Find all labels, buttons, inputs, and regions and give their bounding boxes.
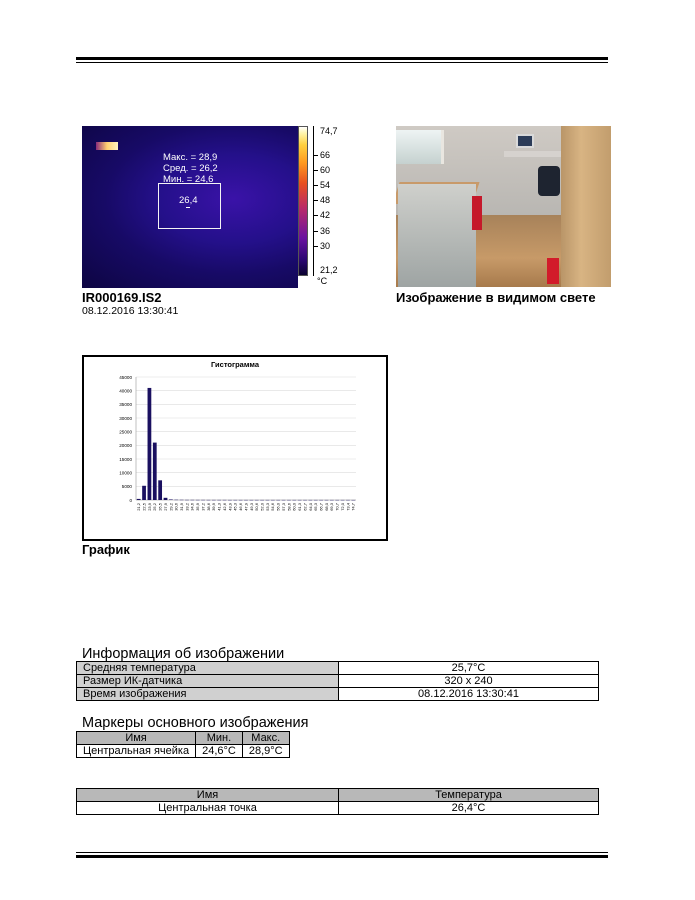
markers-header-cell: Макс. — [242, 732, 289, 745]
colorbar-tick-mark — [313, 185, 318, 186]
marker-name: Центральная ячейка — [77, 745, 196, 758]
bottom-rule-thick — [76, 855, 608, 858]
histogram-x-tick-label: 61,3 — [297, 503, 303, 511]
histogram-y-tick-label: 30000 — [119, 415, 132, 421]
histogram-x-tick-label: 37,2 — [200, 503, 206, 511]
histogram-x-tick-label: 26,5 — [157, 503, 163, 511]
info-value: 08.12.2016 13:30:41 — [339, 688, 599, 701]
histogram-x-tick-label: 56,0 — [275, 503, 281, 511]
photo-window — [396, 130, 444, 164]
histogram-y-tick-label: 15000 — [119, 456, 132, 462]
histogram-x-tick-label: 50,6 — [254, 503, 260, 511]
histogram-x-tick-label: 45,3 — [232, 503, 238, 511]
visible-caption: Изображение в видимом свете — [396, 290, 596, 305]
colorbar-bottom-label: 21,2 — [320, 265, 338, 275]
colorbar-top-label: 74,7 — [320, 126, 338, 136]
colorbar-tick-label: 36 — [320, 226, 331, 236]
histogram-bar — [158, 480, 162, 500]
colorbar-axis — [313, 126, 314, 276]
histogram-bar — [137, 499, 141, 500]
histogram-bar — [142, 486, 146, 500]
colorbar-tick-label: 48 — [320, 195, 331, 205]
histogram-x-tick-label: 72,0 — [339, 503, 345, 511]
histogram-x-tick-label: 54,6 — [270, 503, 276, 511]
markers-header-cell: Имя — [77, 732, 196, 745]
info-label: Время изображения — [77, 688, 339, 701]
histogram-y-tick-label: 0 — [129, 497, 132, 503]
histogram-x-tick-label: 46,6 — [238, 503, 244, 511]
photo-door — [561, 126, 611, 287]
thermal-file-name: IR000169.IS2 — [82, 290, 162, 305]
histogram-x-tick-label: 38,6 — [205, 503, 211, 511]
histogram-title: Гистограмма — [210, 360, 260, 369]
histogram-x-tick-label: 43,9 — [227, 503, 233, 511]
histogram-y-tick-label: 40000 — [119, 388, 132, 394]
markers-header-cell: Мин. — [196, 732, 243, 745]
histogram-bar — [164, 498, 168, 500]
photo-red-box — [547, 258, 559, 284]
colorbar-tick-mark — [313, 155, 318, 156]
colorbar-tick-mark — [313, 246, 318, 247]
point-name: Центральная точка — [77, 802, 339, 815]
colorbar-tick-label: 66 — [320, 150, 331, 160]
colorbar-tick-mark — [313, 170, 318, 171]
photo-monitor — [516, 134, 534, 148]
histogram-x-tick-label: 74,7 — [350, 503, 356, 511]
colorbar-tick-label: 54 — [320, 180, 331, 190]
colorbar-unit: °C — [317, 276, 328, 286]
histogram-y-tick-label: 45000 — [119, 374, 132, 380]
marker-max: 28,9°C — [242, 745, 289, 758]
thermal-image — [82, 126, 298, 288]
points-table — [76, 788, 599, 815]
histogram-x-tick-label: 42,6 — [221, 503, 227, 511]
colorbar-tick-mark — [313, 200, 318, 201]
info-value: 25,7°C — [339, 662, 599, 675]
info-label: Размер ИК-датчика — [77, 675, 339, 688]
histogram-x-tick-label: 73,4 — [345, 503, 351, 511]
histogram-x-tick-label: 21,2 — [136, 503, 142, 511]
histogram-x-tick-label: 58,6 — [286, 503, 292, 511]
marker-min: 24,6°C — [196, 745, 243, 758]
histogram-x-tick-label: 68,0 — [323, 503, 329, 511]
histogram-x-tick-label: 33,2 — [184, 503, 190, 511]
table-row — [77, 802, 599, 815]
info-label: Средняя температура — [77, 662, 339, 675]
histogram-y-tick-label: 25000 — [119, 429, 132, 435]
image-info-table — [76, 661, 599, 701]
histogram-bar — [148, 388, 152, 500]
histogram-x-tick-label: 34,6 — [189, 503, 195, 511]
thermal-center-value: 26,4 — [179, 195, 198, 206]
histogram-chart — [82, 355, 388, 541]
table-row — [77, 662, 599, 675]
thermal-hot-spot — [96, 142, 118, 150]
top-rule-thin — [76, 62, 608, 63]
markers-table — [76, 731, 290, 758]
thermal-timestamp: 08.12.2016 13:30:41 — [82, 305, 179, 317]
histogram-x-tick-label: 47,9 — [243, 503, 249, 511]
histogram-x-tick-label: 64,0 — [307, 503, 313, 511]
table-row — [77, 688, 599, 701]
histogram-x-tick-label: 22,5 — [141, 503, 147, 511]
photo-chair — [538, 166, 560, 196]
colorbar-tick-mark — [313, 231, 318, 232]
points-header-cell: Температура — [339, 789, 599, 802]
histogram-x-tick-label: 29,2 — [168, 503, 174, 511]
histogram-x-tick-label: 30,6 — [173, 503, 179, 511]
histogram-x-tick-label: 60,0 — [291, 503, 297, 511]
histogram-x-tick-label: 62,7 — [302, 503, 308, 511]
visible-photo — [396, 126, 611, 287]
histogram-x-tick-label: 41,3 — [216, 503, 222, 511]
histogram-y-tick-label: 10000 — [119, 470, 132, 476]
histogram-x-tick-label: 53,3 — [264, 503, 270, 511]
info-value: 320 x 240 — [339, 675, 599, 688]
histogram-x-tick-label: 69,3 — [329, 503, 335, 511]
histogram-y-tick-label: 35000 — [119, 402, 132, 408]
histogram-x-tick-label: 49,3 — [248, 503, 254, 511]
histogram-y-tick-label: 5000 — [121, 484, 132, 490]
histogram-y-tick-label: 20000 — [119, 443, 132, 449]
point-temp: 26,4°C — [339, 802, 599, 815]
top-rule-thick — [76, 57, 608, 60]
histogram-x-tick-label: 25,2 — [152, 503, 158, 511]
colorbar-tick-label: 60 — [320, 165, 331, 175]
histogram-x-tick-label: 39,9 — [211, 503, 217, 511]
thermal-avg-label: Сред. = 26,2 — [163, 163, 218, 174]
histogram-x-tick-label: 65,3 — [313, 503, 319, 511]
histogram-x-tick-label: 66,7 — [318, 503, 324, 511]
histogram-x-tick-label: 57,3 — [280, 503, 286, 511]
points-header-cell: Имя — [77, 789, 339, 802]
thermal-min-label: Мин. = 24,6 — [163, 174, 214, 185]
histogram-x-tick-label: 70,7 — [334, 503, 340, 511]
markers-title: Маркеры основного изображения — [82, 715, 309, 731]
histogram-bar — [169, 499, 173, 500]
histogram-caption: График — [82, 542, 130, 557]
colorbar-tick-label: 30 — [320, 241, 331, 251]
thermal-max-label: Макс. = 28,9 — [163, 152, 218, 163]
photo-cabinet — [398, 184, 476, 287]
histogram-x-tick-label: 52,0 — [259, 503, 265, 511]
colorbar-tick-mark — [313, 215, 318, 216]
histogram-svg — [84, 357, 386, 539]
bottom-rule-thin — [76, 852, 608, 853]
colorbar-tick-label: 42 — [320, 210, 331, 220]
thermal-colorbar — [298, 126, 308, 276]
histogram-x-tick-label: 27,9 — [162, 503, 168, 511]
histogram-x-tick-label: 31,9 — [179, 503, 185, 511]
table-row — [77, 745, 290, 758]
histogram-x-tick-label: 23,9 — [146, 503, 152, 511]
table-row — [77, 675, 599, 688]
histogram-x-tick-label: 35,9 — [195, 503, 201, 511]
photo-red-bag — [472, 196, 482, 230]
image-info-title: Информация об изображении — [82, 646, 285, 662]
thermal-center-crosshair — [186, 207, 190, 208]
histogram-bar — [153, 443, 157, 500]
